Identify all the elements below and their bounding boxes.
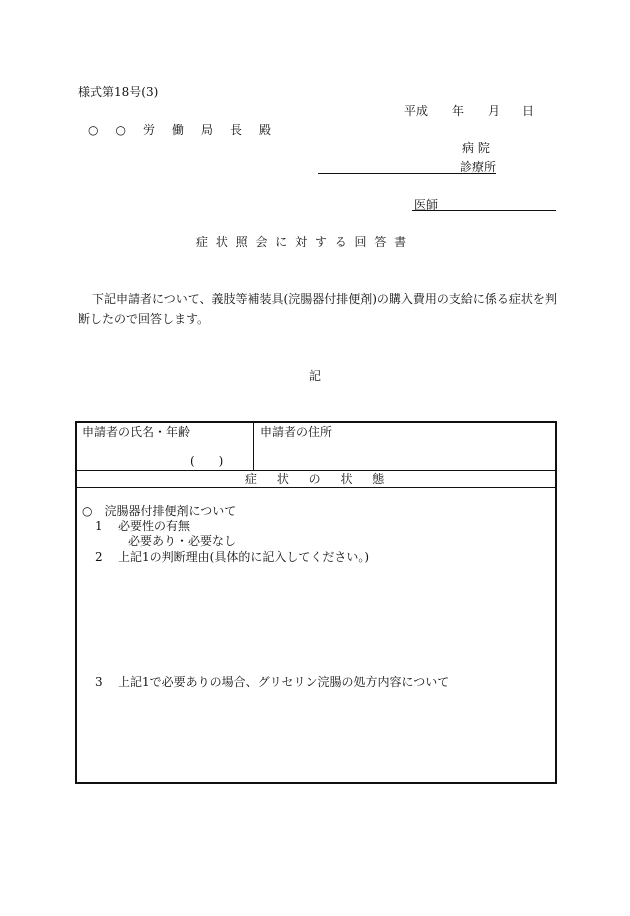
date-month: 月 [488, 104, 501, 118]
table-row-divider-1 [76, 470, 556, 471]
date-era: 平成 [404, 104, 429, 118]
table-row-divider-2 [76, 487, 556, 488]
ki-label: 記 [309, 369, 322, 383]
date-year: 年 [452, 104, 465, 118]
table-column-divider [253, 422, 254, 470]
hospital-label: 病 院 [462, 141, 490, 155]
item-2-text: 上記1の判断理由(具体的に記入してください。) [118, 550, 369, 564]
applicant-address-label: 申請者の住所 [260, 425, 333, 439]
item-3-number: 3 [95, 675, 103, 689]
doctor-label: 医師 [414, 198, 439, 212]
form-number: 様式第18号(3) [78, 85, 159, 99]
institution-underline [318, 173, 496, 174]
status-header: 症 状 の 状 態 [245, 472, 385, 486]
item-1-number: 1 [95, 519, 103, 533]
applicant-age-field: ( ) [190, 454, 224, 468]
applicant-name-label: 申請者の氏名・年齢 [82, 425, 191, 439]
item-1-text: 必要性の有無 [118, 519, 191, 533]
document-title: 症 状 照 会 に 対 す る 回 答 書 [196, 235, 407, 249]
date-day: 日 [522, 104, 535, 118]
item-1-choice: 必要あり・必要なし [128, 534, 237, 548]
item-3-text: 上記1で必要ありの場合、グリセリン浣腸の処方内容について [118, 675, 450, 689]
item-2-number: 2 [95, 550, 103, 564]
item-heading: ○ 浣腸器付排便剤について [82, 504, 237, 518]
body-line-2: 断したので回答します。 [78, 312, 210, 326]
body-line-1: 下記申請者について、義肢等補装具(浣腸器付排便剤)の購入費用の支給に係る症状を判 [92, 292, 557, 306]
doctor-underline [412, 210, 556, 211]
clinic-label: 診療所 [460, 160, 497, 174]
addressee: ○ ○ 労 働 局 長 殿 [88, 123, 278, 137]
